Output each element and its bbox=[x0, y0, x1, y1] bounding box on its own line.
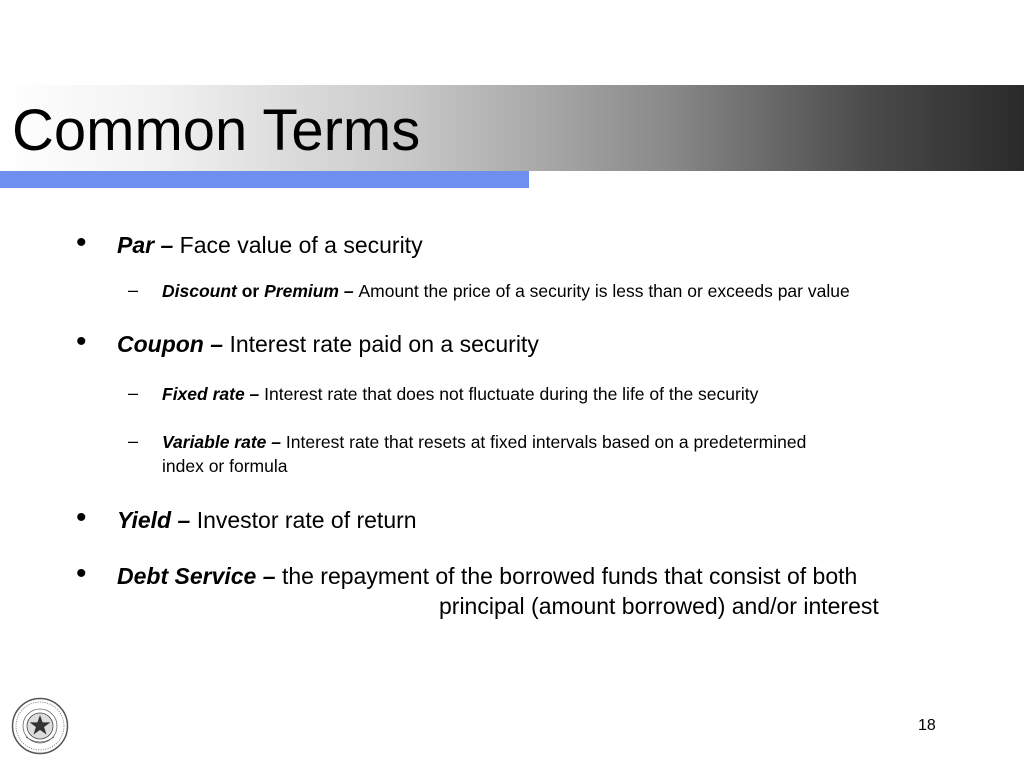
term-definition: Amount the price of a security is less than or exceeds par value bbox=[358, 281, 850, 301]
term-label: Premium bbox=[264, 281, 339, 301]
term-label: Fixed rate bbox=[162, 384, 245, 404]
slide-title: Common Terms bbox=[12, 98, 421, 163]
state-seal-icon bbox=[11, 697, 69, 755]
term-separator: – bbox=[244, 384, 265, 404]
list-item-yield bbox=[117, 505, 417, 535]
bullet-marker: • bbox=[76, 501, 87, 534]
term-separator: – bbox=[203, 331, 230, 357]
term-definition: Investor rate of return bbox=[196, 507, 417, 533]
term-definition: Interest rate that does not fluctuate during the life of the security bbox=[264, 384, 759, 404]
list-item-par bbox=[117, 230, 423, 260]
term-separator: – bbox=[339, 281, 359, 301]
list-item-discount-premium bbox=[162, 279, 850, 303]
term-separator: – bbox=[256, 563, 282, 589]
dash-marker: – bbox=[128, 431, 139, 451]
bullet-marker: • bbox=[76, 226, 87, 259]
bullet-marker: • bbox=[76, 557, 87, 590]
term-label: Debt Service bbox=[117, 563, 257, 589]
term-label: Discount bbox=[162, 281, 237, 301]
variable-rate-line-1 bbox=[162, 430, 942, 454]
term-separator: – bbox=[154, 232, 180, 258]
term-definition: Face value of a security bbox=[179, 232, 423, 258]
list-item-variable-rate bbox=[162, 430, 942, 478]
title-accent-bar bbox=[0, 171, 529, 188]
term-definition: Interest rate paid on a security bbox=[229, 331, 539, 357]
term-conjunction: or bbox=[236, 281, 265, 301]
dash-marker: – bbox=[128, 280, 139, 300]
term-label: Yield bbox=[117, 507, 172, 533]
page-number: 18 bbox=[918, 717, 936, 734]
term-definition: Interest rate that resets at fixed intervals based on a predetermined bbox=[285, 432, 807, 452]
list-item-coupon bbox=[117, 329, 539, 359]
debt-service-line-1 bbox=[117, 561, 957, 591]
list-item-fixed-rate bbox=[162, 382, 758, 406]
debt-service-line-2: principal (amount borrowed) and/or interest bbox=[439, 593, 879, 619]
term-separator: – bbox=[266, 432, 286, 452]
term-separator: – bbox=[171, 507, 197, 533]
list-item-debt-service bbox=[117, 561, 957, 621]
term-label: Variable rate bbox=[162, 432, 267, 452]
term-label: Coupon bbox=[117, 331, 204, 357]
term-label: Par bbox=[117, 232, 155, 258]
dash-marker: – bbox=[128, 383, 139, 403]
bullet-marker: • bbox=[76, 325, 87, 358]
term-definition: the repayment of the borrowed funds that consist of both bbox=[281, 563, 858, 589]
variable-rate-line-2: index or formula bbox=[162, 456, 288, 476]
